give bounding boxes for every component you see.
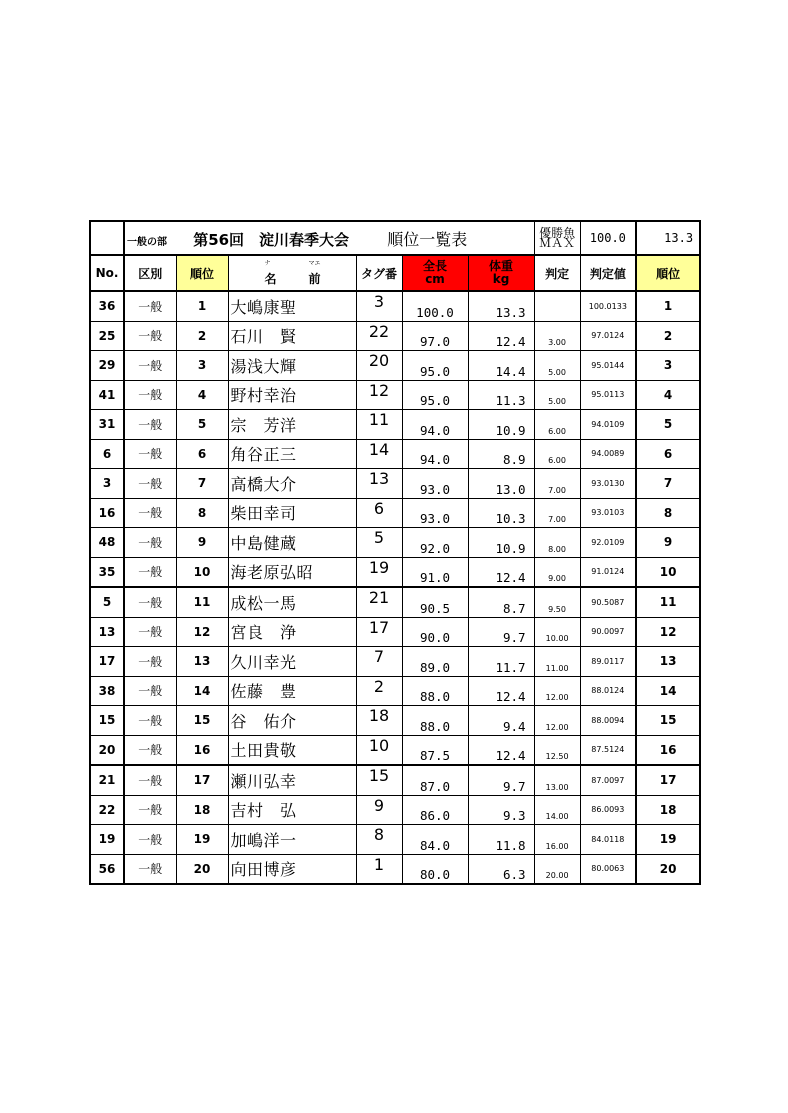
rank-cell: 15 (176, 706, 228, 736)
tag-number-cell: 3 (356, 291, 402, 321)
category-cell: 一般 (124, 825, 176, 855)
category-cell: 一般 (124, 617, 176, 647)
category-cell: 一般 (124, 854, 176, 884)
rank-cell: 10 (176, 557, 228, 587)
entry-no-cell: 38 (90, 676, 124, 706)
list-subtitle: 順位一覧表 (387, 229, 468, 249)
category-cell: 一般 (124, 351, 176, 381)
entry-no-cell: 25 (90, 321, 124, 351)
tag-number-cell: 7 (356, 647, 402, 677)
header-final-rank: 順位 (636, 255, 700, 291)
length-cell: 94.0 (402, 439, 468, 469)
judge-value-cell: 100.0133 (580, 291, 636, 321)
category-cell: 一般 (124, 528, 176, 558)
length-cell: 84.0 (402, 825, 468, 855)
final-rank-cell: 5 (636, 410, 700, 440)
final-rank-cell: 16 (636, 735, 700, 765)
rank-cell: 2 (176, 321, 228, 351)
header-judge: 判定 (534, 255, 580, 291)
tag-number-cell: 10 (356, 735, 402, 765)
angler-name-cell: 海老原弘昭 (228, 557, 356, 587)
rank-cell: 16 (176, 735, 228, 765)
category-cell: 一般 (124, 321, 176, 351)
entry-no-cell: 17 (90, 647, 124, 677)
table-row (90, 528, 700, 558)
final-rank-cell: 2 (636, 321, 700, 351)
corner-cell (90, 221, 124, 255)
judge-value-cell: 94.0089 (580, 439, 636, 469)
weight-cell: 12.4 (468, 321, 534, 351)
final-rank-cell: 11 (636, 587, 700, 617)
max-length: 100.0 (580, 221, 636, 255)
table-row (90, 765, 700, 795)
judge-cell: 12.50 (534, 735, 580, 765)
category-cell: 一般 (124, 765, 176, 795)
length-cell: 97.0 (402, 321, 468, 351)
rank-cell: 18 (176, 795, 228, 825)
header-name-1: 名 (264, 272, 277, 286)
angler-name-cell: 湯浅大輝 (228, 351, 356, 381)
judge-cell: 5.00 (534, 351, 580, 381)
angler-name-cell: 野村幸治 (228, 380, 356, 410)
category-cell: 一般 (124, 380, 176, 410)
rank-cell: 19 (176, 825, 228, 855)
title-cell (124, 221, 534, 255)
table-row (90, 676, 700, 706)
table-row (90, 410, 700, 440)
tag-number-cell: 5 (356, 528, 402, 558)
max-label-1: 優勝魚 (539, 226, 576, 240)
rank-cell: 11 (176, 587, 228, 617)
rank-cell: 9 (176, 528, 228, 558)
length-cell: 93.0 (402, 469, 468, 499)
max-label-cell (534, 221, 580, 255)
entry-no-cell: 36 (90, 291, 124, 321)
angler-name-cell: 大嶋康聖 (228, 291, 356, 321)
category-cell: 一般 (124, 439, 176, 469)
header-weight-2: kg (492, 272, 510, 286)
final-rank-cell: 1 (636, 291, 700, 321)
judge-cell: 6.00 (534, 410, 580, 440)
judge-cell: 5.00 (534, 380, 580, 410)
judge-cell: 20.00 (534, 854, 580, 884)
length-cell: 86.0 (402, 795, 468, 825)
angler-name-cell: 佐藤 豊 (228, 676, 356, 706)
angler-name-cell: 加嶋洋一 (228, 825, 356, 855)
judge-cell: 9.00 (534, 557, 580, 587)
length-cell: 100.0 (402, 291, 468, 321)
tag-number-cell: 8 (356, 825, 402, 855)
judge-value-cell: 88.0094 (580, 706, 636, 736)
length-cell: 92.0 (402, 528, 468, 558)
entry-no-cell: 19 (90, 825, 124, 855)
final-rank-cell: 9 (636, 528, 700, 558)
weight-cell: 9.3 (468, 795, 534, 825)
weight-cell: 13.0 (468, 469, 534, 499)
weight-cell: 11.7 (468, 647, 534, 677)
length-cell: 94.0 (402, 410, 468, 440)
length-cell: 95.0 (402, 351, 468, 381)
category-cell: 一般 (124, 735, 176, 765)
judge-value-cell: 95.0144 (580, 351, 636, 381)
rank-cell: 17 (176, 765, 228, 795)
event-title: 第56回 淀川春季大会 (193, 230, 350, 249)
judge-cell: 9.50 (534, 587, 580, 617)
tag-number-cell: 6 (356, 498, 402, 528)
table-row (90, 469, 700, 499)
angler-name-cell: 向田博彦 (228, 854, 356, 884)
judge-value-cell: 80.0063 (580, 854, 636, 884)
entry-no-cell: 13 (90, 617, 124, 647)
rank-cell: 20 (176, 854, 228, 884)
weight-cell: 8.7 (468, 587, 534, 617)
judge-cell: 16.00 (534, 825, 580, 855)
weight-cell: 14.4 (468, 351, 534, 381)
judge-value-cell: 87.0097 (580, 765, 636, 795)
length-cell: 88.0 (402, 676, 468, 706)
final-rank-cell: 20 (636, 854, 700, 884)
weight-cell: 9.7 (468, 617, 534, 647)
judge-value-cell: 95.0113 (580, 380, 636, 410)
angler-name-cell: 宗 芳洋 (228, 410, 356, 440)
table-row (90, 321, 700, 351)
entry-no-cell: 3 (90, 469, 124, 499)
entry-no-cell: 31 (90, 410, 124, 440)
angler-name-cell: 吉村 弘 (228, 795, 356, 825)
header-length-1: 全長 (422, 259, 447, 273)
angler-name-cell: 柴田幸司 (228, 498, 356, 528)
length-cell: 89.0 (402, 647, 468, 677)
table-row (90, 557, 700, 587)
category-cell: 一般 (124, 498, 176, 528)
entry-no-cell: 15 (90, 706, 124, 736)
tag-number-cell: 17 (356, 617, 402, 647)
category-cell: 一般 (124, 557, 176, 587)
angler-name-cell: 中島健蔵 (228, 528, 356, 558)
angler-name-cell: 角谷正三 (228, 439, 356, 469)
table-row (90, 498, 700, 528)
entry-no-cell: 41 (90, 380, 124, 410)
judge-value-cell: 84.0118 (580, 825, 636, 855)
weight-cell: 11.8 (468, 825, 534, 855)
final-rank-cell: 12 (636, 617, 700, 647)
weight-cell: 10.3 (468, 498, 534, 528)
final-rank-cell: 13 (636, 647, 700, 677)
judge-value-cell: 90.0097 (580, 617, 636, 647)
angler-name-cell: 土田貴敬 (228, 735, 356, 765)
judge-cell: 6.00 (534, 439, 580, 469)
judge-cell: 7.00 (534, 498, 580, 528)
length-cell: 93.0 (402, 498, 468, 528)
weight-cell: 12.4 (468, 676, 534, 706)
name-ruby-2: マエ (308, 260, 321, 267)
tag-number-cell: 20 (356, 351, 402, 381)
title-row (90, 221, 700, 255)
weight-cell: 10.9 (468, 528, 534, 558)
angler-name-cell: 宮良 浄 (228, 617, 356, 647)
category-cell: 一般 (124, 795, 176, 825)
judge-value-cell: 93.0130 (580, 469, 636, 499)
judge-cell: 13.00 (534, 765, 580, 795)
entry-no-cell: 21 (90, 765, 124, 795)
tag-number-cell: 11 (356, 410, 402, 440)
judge-cell: 7.00 (534, 469, 580, 499)
weight-cell: 13.3 (468, 291, 534, 321)
table-row (90, 795, 700, 825)
table-row (90, 380, 700, 410)
category-cell: 一般 (124, 291, 176, 321)
angler-name-cell: 久川幸光 (228, 647, 356, 677)
category-cell: 一般 (124, 676, 176, 706)
final-rank-cell: 18 (636, 795, 700, 825)
header-name-2: 前 (308, 272, 321, 286)
weight-cell: 10.9 (468, 410, 534, 440)
table-row (90, 617, 700, 647)
entry-no-cell: 16 (90, 498, 124, 528)
table-row (90, 351, 700, 381)
header-judge-value: 判定値 (580, 255, 636, 291)
weight-cell: 9.4 (468, 706, 534, 736)
table-row (90, 647, 700, 677)
table-row (90, 735, 700, 765)
judge-value-cell: 89.0117 (580, 647, 636, 677)
header-tag: タグ番 (356, 255, 402, 291)
judge-value-cell: 88.0124 (580, 676, 636, 706)
judge-value-cell: 90.5087 (580, 587, 636, 617)
angler-name-cell: 高橋大介 (228, 469, 356, 499)
judge-cell: 11.00 (534, 647, 580, 677)
tag-number-cell: 2 (356, 676, 402, 706)
header-length (402, 255, 468, 291)
rank-cell: 3 (176, 351, 228, 381)
final-rank-cell: 14 (636, 676, 700, 706)
judge-cell: 10.00 (534, 617, 580, 647)
final-rank-cell: 19 (636, 825, 700, 855)
category-cell: 一般 (124, 469, 176, 499)
table-row (90, 439, 700, 469)
category-cell: 一般 (124, 647, 176, 677)
judge-value-cell: 91.0124 (580, 557, 636, 587)
header-weight (468, 255, 534, 291)
rank-cell: 13 (176, 647, 228, 677)
tag-number-cell: 18 (356, 706, 402, 736)
judge-value-cell: 97.0124 (580, 321, 636, 351)
tag-number-cell: 12 (356, 380, 402, 410)
table-row (90, 854, 700, 884)
rank-cell: 12 (176, 617, 228, 647)
category-cell: 一般 (124, 587, 176, 617)
tag-number-cell: 14 (356, 439, 402, 469)
tag-number-cell: 9 (356, 795, 402, 825)
judge-value-cell: 92.0109 (580, 528, 636, 558)
header-weight-1: 体重 (489, 259, 514, 273)
entry-no-cell: 22 (90, 795, 124, 825)
max-label-2: ＭＡＸ (539, 236, 576, 250)
judge-cell: 3.00 (534, 321, 580, 351)
final-rank-cell: 3 (636, 351, 700, 381)
angler-name-cell: 成松一馬 (228, 587, 356, 617)
table-row (90, 706, 700, 736)
weight-cell: 9.7 (468, 765, 534, 795)
entry-no-cell: 6 (90, 439, 124, 469)
length-cell: 88.0 (402, 706, 468, 736)
final-rank-cell: 8 (636, 498, 700, 528)
final-rank-cell: 17 (636, 765, 700, 795)
ranking-table (89, 220, 701, 885)
angler-name-cell: 瀬川弘幸 (228, 765, 356, 795)
final-rank-cell: 10 (636, 557, 700, 587)
judge-cell (534, 291, 580, 321)
length-cell: 95.0 (402, 380, 468, 410)
rank-cell: 8 (176, 498, 228, 528)
tag-number-cell: 15 (356, 765, 402, 795)
entry-no-cell: 48 (90, 528, 124, 558)
judge-value-cell: 87.5124 (580, 735, 636, 765)
weight-cell: 12.4 (468, 557, 534, 587)
rank-cell: 4 (176, 380, 228, 410)
rank-cell: 1 (176, 291, 228, 321)
tag-number-cell: 21 (356, 587, 402, 617)
table-row (90, 587, 700, 617)
header-length-2: cm (425, 272, 445, 286)
category-cell: 一般 (124, 410, 176, 440)
weight-cell: 6.3 (468, 854, 534, 884)
length-cell: 91.0 (402, 557, 468, 587)
judge-cell: 14.00 (534, 795, 580, 825)
rank-cell: 7 (176, 469, 228, 499)
weight-cell: 11.3 (468, 380, 534, 410)
table-row (90, 291, 700, 321)
header-no: No. (90, 255, 124, 291)
length-cell: 90.5 (402, 587, 468, 617)
length-cell: 80.0 (402, 854, 468, 884)
tag-number-cell: 22 (356, 321, 402, 351)
weight-cell: 8.9 (468, 439, 534, 469)
header-name (228, 255, 356, 291)
header-category: 区別 (124, 255, 176, 291)
entry-no-cell: 56 (90, 854, 124, 884)
judge-cell: 12.00 (534, 676, 580, 706)
entry-no-cell: 29 (90, 351, 124, 381)
judge-cell: 8.00 (534, 528, 580, 558)
table-row (90, 825, 700, 855)
judge-value-cell: 86.0093 (580, 795, 636, 825)
angler-name-cell: 谷 佑介 (228, 706, 356, 736)
category-cell: 一般 (124, 706, 176, 736)
final-rank-cell: 4 (636, 380, 700, 410)
judge-value-cell: 94.0109 (580, 410, 636, 440)
tag-number-cell: 13 (356, 469, 402, 499)
length-cell: 87.0 (402, 765, 468, 795)
rank-cell: 14 (176, 676, 228, 706)
tag-number-cell: 1 (356, 854, 402, 884)
division-label: 一般の部 (127, 236, 167, 248)
judge-value-cell: 93.0103 (580, 498, 636, 528)
length-cell: 90.0 (402, 617, 468, 647)
final-rank-cell: 7 (636, 469, 700, 499)
judge-cell: 12.00 (534, 706, 580, 736)
rank-cell: 6 (176, 439, 228, 469)
entry-no-cell: 20 (90, 735, 124, 765)
angler-name-cell: 石川 賢 (228, 321, 356, 351)
final-rank-cell: 15 (636, 706, 700, 736)
weight-cell: 12.4 (468, 735, 534, 765)
header-row (90, 255, 700, 291)
final-rank-cell: 6 (636, 439, 700, 469)
entry-no-cell: 35 (90, 557, 124, 587)
tag-number-cell: 19 (356, 557, 402, 587)
length-cell: 87.5 (402, 735, 468, 765)
header-rank: 順位 (176, 255, 228, 291)
name-ruby-1: ナ (264, 260, 271, 267)
rank-cell: 5 (176, 410, 228, 440)
entry-no-cell: 5 (90, 587, 124, 617)
max-weight: 13.3 (636, 221, 700, 255)
